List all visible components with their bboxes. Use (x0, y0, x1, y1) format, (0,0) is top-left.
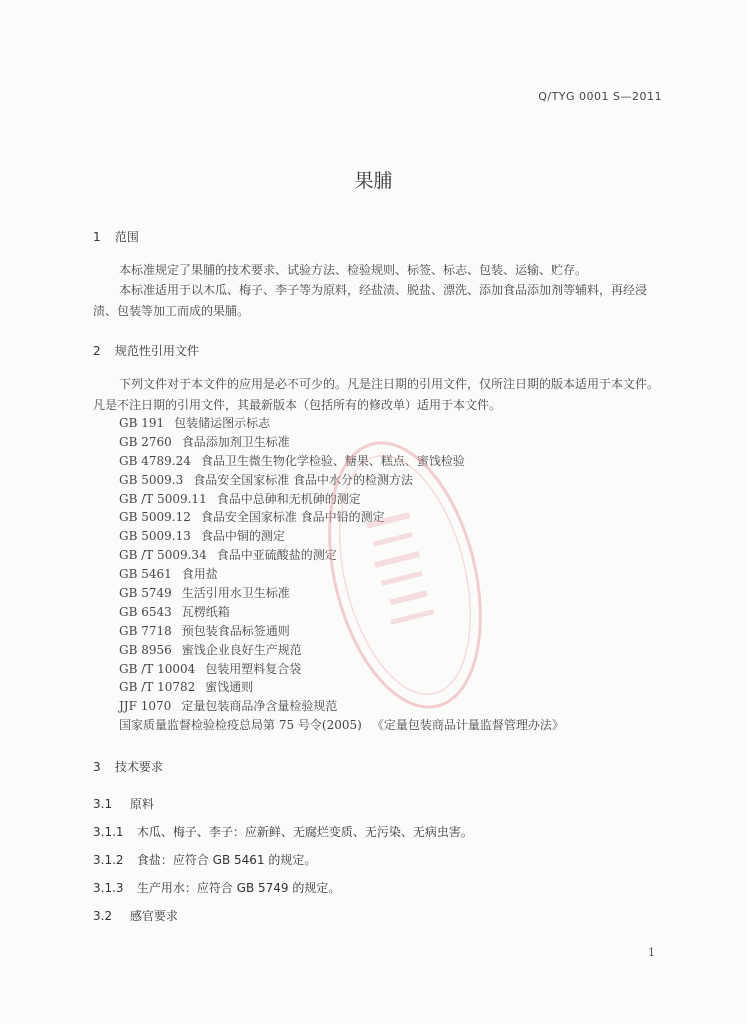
reference-code: GB /T 5009.34 (119, 548, 207, 563)
reference-title: 包装用塑料复合袋 (205, 661, 302, 676)
section-number: 3.1.2 (93, 853, 124, 867)
reference-title: 食品安全国家标准 食品中水分的检测方法 (193, 472, 414, 487)
section-number: 3 (93, 760, 101, 774)
section-title: 规范性引用文件 (114, 344, 199, 358)
section-3-1-3 (93, 879, 340, 896)
section-3-heading (93, 758, 163, 775)
reference-title: 蜜饯企业良好生产规范 (181, 642, 302, 657)
reference-title: 蜜饯通则 (205, 680, 254, 695)
reference-code: GB /T 10004 (119, 661, 196, 676)
section-number: 3.2 (93, 909, 113, 923)
reference-code: GB 191 (119, 416, 165, 430)
section-title: 范围 (114, 230, 139, 244)
section-title: 感官要求 (129, 909, 178, 923)
page-number: 1 (648, 946, 655, 959)
reference-title: 《定量包装商品计量监督管理办法》 (371, 718, 564, 733)
reference-title: 食品中总砷和无机砷的测定 (216, 491, 361, 506)
reference-title: 食品中亚硫酸盐的测定 (216, 548, 337, 563)
reference-code: GB 4789.24 (119, 453, 191, 468)
section-title: 技术要求 (114, 760, 163, 774)
reference-title: 食品安全国家标准 食品中铅的测定 (200, 510, 385, 525)
section-1-heading (93, 228, 139, 245)
reference-title: 定量包装商品净含量检验规范 (181, 699, 338, 714)
scope-paragraph-2: 本标准适用于以木瓜、梅子、李子等为原料，经盐渍、脱盐、漂洗、添加食品添加剂等辅料，再经浸渍、包装等加工而成的果脯。 (93, 283, 648, 318)
official-seal-stamp (300, 395, 510, 750)
section-text: 食盐：应符合 GB 5461 的规定。 (136, 853, 317, 867)
reference-title: 包装储运图示标志 (174, 416, 271, 430)
reference-code: GB 5009.13 (119, 529, 191, 544)
reference-code: GB /T 5009.11 (119, 491, 207, 506)
references-intro: 下列文件对于本文件的应用是必不可少的。凡是注日期的引用文件，仅所注日期的版本适用于本文件。凡是不注日期的引用文件，其最新版本（包括所有的修改单）适用于本文件。 (93, 377, 660, 412)
reference-code: GB 6543 (119, 604, 172, 619)
section-number: 3.1.3 (93, 881, 124, 895)
reference-title: 瓦楞纸箱 (181, 604, 230, 619)
reference-code: GB 5009.12 (119, 510, 191, 525)
document-title: 果脯 (354, 170, 393, 192)
section-number: 1 (93, 230, 101, 244)
section-number: 3.1 (93, 797, 113, 811)
section-number: 3.1.1 (93, 825, 124, 839)
reference-code: GB 7718 (119, 623, 172, 638)
reference-code: GB 8956 (119, 642, 172, 657)
section-2-heading (93, 342, 199, 359)
reference-title: 预包装食品标签通则 (181, 623, 290, 638)
reference-title: 生活引用水卫生标准 (181, 586, 290, 601)
section-number: 2 (93, 344, 101, 358)
section-text: 木瓜、梅子、李子：应新鲜、无腐烂变质、无污染、无病虫害。 (136, 825, 473, 839)
standard-code: Q/TYG 0001 S—2011 (538, 90, 662, 103)
reference-code: GB 5749 (119, 586, 172, 601)
reference-code: JJF 1070 (119, 699, 172, 714)
section-title: 原料 (129, 797, 154, 811)
reference-code: 国家质量监督检验检疫总局第 75 号令(2005) (119, 718, 362, 733)
reference-title: 食用盐 (181, 567, 218, 582)
reference-code: GB 5009.3 (119, 472, 184, 487)
reference-code: GB /T 10782 (119, 680, 196, 695)
reference-code: GB 5461 (119, 567, 172, 582)
reference-title: 食品中铜的测定 (200, 529, 285, 544)
reference-code: GB 2760 (119, 434, 172, 449)
reference-title: 食品卫生微生物化学检验、糖果、糕点、蜜饯检验 (200, 453, 465, 468)
section-text: 生产用水：应符合 GB 5749 的规定。 (136, 881, 341, 895)
section-3-1-2 (93, 851, 316, 868)
section-3-1-heading (93, 795, 154, 812)
section-3-2-heading (93, 907, 178, 924)
section-3-1-1 (93, 823, 473, 840)
reference-title: 食品添加剂卫生标准 (181, 434, 290, 449)
scope-paragraph-1: 本标准规定了果脯的技术要求、试验方法、检验规则、标签、标志、包装、运输、贮存。 (119, 263, 588, 277)
